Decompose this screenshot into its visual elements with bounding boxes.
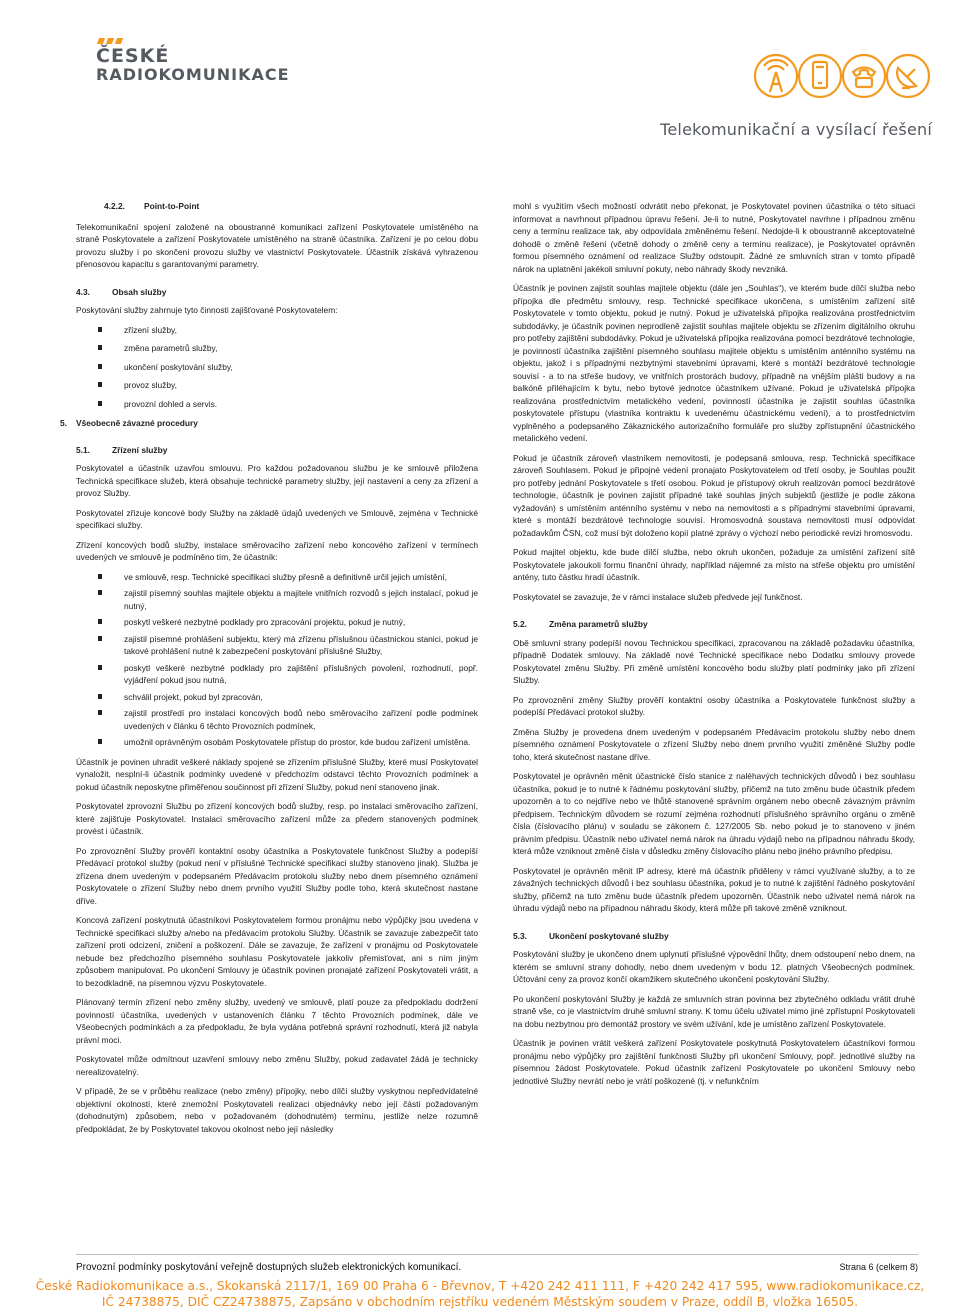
paragraph: Poskytovatel je oprávněn měnit účastnické číslo stanice z naléhavých technických důvodů i bez souhlasu účastníka, pokud je to nutné k řádnému poskytování služby, přičemž na tuto změnu bude účastník předem upozorněn a to co nejdříve nebo ve lhůtě stanovené správním orgánem nebo obecně závazným právním předpisem. Technickým důvodem se rozumí zejména rozhodnutí příslušného správního orgánu o změně čísla (číslovacího plánu) v souladu se zákonem č. 127/2005 Sb. nebo pokud je to stanoveno v jiném právním předpisu. Účastník nebo uživatel nemá nárok na úhradu výdajů nebo na případnou náhradu škody, která může vzniknout změně čísla v důsledku změny číslovacího plánu nebo jiného právního předpisu. [513,771,915,856]
list-item: provozní dohled a servis. [76,398,478,411]
mobile-phone-icon [799,55,841,97]
list-item: ukončení poskytování služby, [76,361,478,374]
paragraph: Pokud je účastník zároveň vlastníkem nemovitosti, je podepsaná smlouva, resp. Technická specifikace zároveň Souhlasem. Pokud je připojné vedení pronajato Poskytovatelem od třetí osoby, je Souhlas použit pro potřeby jednání Poskytovatele s třetí osobou. Pokud je přístupový okruh realizován pomocí bezdrátové technologie, účastník je povinen zajistit případné také souhlas jiných subjektů (jestliže je podle zákona vyžadován) s umístěním anténního systému v nebo na nemovitosti a s případnými stavebními úpravami, které s montáží bezdrátové technologie souvisí. Hromosvodná soustava nemovitosti musí odpovídat požadavkům ČSN, což musí být doloženo kopií platné zprávy o výchozí nebo periodické revizi hromosvodu. [513,452,915,538]
company-registration-line: IČ 24738875, DIČ CZ24738875, Zapsáno v obchodním rejstříku vedeném Městským soudem v Praze, oddíl B, vložka 16505. [101,1295,859,1309]
company-logo [96,38,290,84]
footer-divider [76,1254,918,1255]
paragraph: V případě, že se v průběhu realizace (nebo změny) přípojky, nebo dílčí služby vyskytnou nepředvídatelné objektivní okolnosti, které znemožní Poskytovateli realizaci objednávky nebo její části požadovaným (dohodnutým) způsobem, nebo v požadovaném (dohodnutém) termínu, jestliže nelze rozumně předpokládat, že by Poskytovatel takovou okolnost nebo její následky [76,1086,478,1134]
paragraph: Po zprovoznění Služby prověří kontaktní osoby účastníka a Poskytovatele funkčnost Služby a podepíší Předávací protokol služby (pokud není v příslušné Technické specifikaci služby stanoveno jinak). Služba je zřízena dnem uvedeným v podepsaném Předávacím protokolu služby nebo dnem písemného oznámení Poskytovatele o zřízení Služby nebo dnem prvního využití Služby podle toho, která skutečnost nastane dříve. [76,845,478,906]
satellite-dish-icon [887,55,929,97]
right-column [513,200,915,1094]
section-title: Všeobecně závazné procedury [76,418,198,428]
document-title: Provozní podmínky poskytování veřejně dostupných služeb elektronických komunikací. [76,1262,462,1273]
header-icons [752,42,932,112]
paragraph: Změna Služby je provedena dnem uvedeným v podepsaném Předávacím protokolu služby nebo dnem písemného oznámení Poskytovatele o zřízení Služby nebo dnem prvního využití změněné Služby podle toho, která skutečnost nastane dříve. [513,726,915,762]
paragraph: mohl s využitím všech možností odvrátit nebo překonat, je Poskytovatel povinen účastníka o této situaci informovat a navrhnout případnou úpravu řešení. Je-li to nutné, Poskytovatel navrhne i případnou změnu ceny a termínu realizace tak, aby odpovídala změněnému řešení. Nedojde-li k oboustranně akceptovatelné dohodě o změně řešení (včetně dohody o změně ceny a termínu realizace), je Poskytovatel oprávněn formou písemného oznámení od realizace Služby odstoupit. Žádné ze smluvních stran v tomto případě nárok na uplatnění jakékoli smluvní pokuty, nebo náhrady škody nevzniká. [513,201,915,274]
section-heading-5-2 [513,618,915,631]
paragraph: Zřízení koncových bodů služby, instalace směrovacího zařízení nebo koncového zařízení v termínech uvedených ve smlouvě je podmíněno tím, že účastník: [76,539,478,562]
wifi-tower-icon [755,55,797,97]
list-item: poskytl veškeré nezbytné podklady pro zajištění příslušných povolení, rozhodnutí, popř. vyjádření pokud jsou nutná, [76,662,478,687]
section-number: 5.3. [513,930,527,941]
section-title: Změna parametrů služby [549,619,648,629]
section-title: Point-to-Point [144,201,200,211]
list-item: zajistil prostředí pro instalaci koncových bodů nebo směrovacího zařízení podle podmínek uvedených v článku 6 těchto Provozních podmínek, [76,707,478,732]
paragraph: Telekomunikační spojení založené na oboustranné komunikaci zařízení Poskytovatele umístěného na straně Poskytovatele a zařízení Poskytovatele umístěného na straně účastníka. Zařízení je po celou dobu provozu služby i po skončení provozu služby ve vlastnictví Poskytovatele. Účastník získává vyhrazenou přenosovou kapacitu s garantovanými parametry. [76,221,478,269]
paragraph: Koncová zařízení poskytnutá účastníkovi Poskytovatelem formou pronájmu nebo výpůjčky jsou uvedena v Technické specifikaci služby a/nebo na předávacím protokolu Služby. Účastník se zavazuje zabezpečit tato zařízení proti odcizení, zničení a poškození. Dále se zavazuje, že zařízení v pronájmu od Poskytovatele nebude bez předchozího písemného souhlasu Poskytovatele jakkoliv přemisťovat, ani s ním jiným způsobem manipulovat. Po ukončení Smlouvy je účastník povinen pronajaté zařízení Poskytovateli vrátit, a to bezodkladně, na písemnou výzvu Poskytovatele. [76,915,478,988]
section-heading-5-1 [76,444,478,457]
paragraph: Plánovaný termín zřízení nebo změny služby, uvedený ve smlouvě, platí pouze za předpokladu dodržení povinností účastníka, uvedených v ustanoveních článku 7 těchto Provozních podmínek, dále ve Všeobecných podmínkách a za předpokladu, že byla vydána potřebná správní rozhodnutí, která již nabyla právní moci. [76,997,478,1045]
paragraph: Po zprovoznění změny Služby prověří kontaktní osoby účastníka a Poskytovatele funkčnost služby a podepíší Předávací protokol služby. [513,694,915,717]
paragraph: Účastník je povinen vrátit veškerá zařízení Poskytovatele poskytnutá Poskytovatelem účastníkovi formou pronájmu nebo výpůjčky pro zajištění funkčnosti Služby při ukončení Smlouvy, popř. jednotlivé služby na písemnou žádost Poskytovatele. Pokud účastník zařízení Poskytovatele po ukončení Smlouvy nebo jednotlivé Služby nevrátí nebo je vrátí poškozené (tj. v nefunkčním [513,1038,915,1086]
list-item: umožnil oprávněným osobám Poskytovatele přístup do prostor, kde budou zařízení umístěna. [76,736,478,749]
footer [76,1262,918,1273]
service-activities-list [76,324,478,411]
paragraph: Poskytovatel zřizuje koncové body Služby na základě údajů uvedených ve Smlouvě, zejména v Technické specifikaci služby. [76,507,478,530]
section-number: 5.2. [513,619,527,629]
list-item: změna parametrů služby, [76,342,478,355]
paragraph: Poskytování služby je ukončeno dnem uplynutí příslušné výpovědní lhůty, dnem odstoupení nebo dnem, na kterém se smluvní strany dohodly, nebo dnem uvedeným v bodu 12. platných Všeobecných podmínek. Účtování ceny za provoz končí okamžikem skutečného ukončení poskytování Služby. [513,949,915,984]
section-number: 4.2.2. [104,201,125,211]
list-item: zajistil písemné prohlášení subjektu, který má zřízenu příslušnou účastnickou stanici, pokud je takové prohlášení nutné k zabezpečení poskytování příslušné Služby, [76,633,478,658]
section-heading-5-3 [513,930,915,943]
list-item: provoz služby, [76,379,478,392]
list-item: zajistil písemný souhlas majitele objektu a majitele vnitřních rozvodů s jejich instalací, pokud je nutný, [76,587,478,612]
section-heading-4-2-2 [104,200,478,213]
logo-text-line1: ČESKÉ [96,45,170,67]
paragraph: Po ukončení poskytování Služby je každá ze smluvních stran povinna bez zbytečného odkladu vrátit druhé straně vše, co je vlastnictvím druhé smluvní strany. K tomu účelu uživatel mimo jiné zpřístupní Poskytovateli na dobu nezbytnou pro demontáž prostory ve svém užívání, kde je umístěno zařízení Poskytovatele. [513,993,915,1029]
section-number: 5. [60,418,67,428]
list-item: zřízení služby, [76,324,478,337]
paragraph: Poskytovatel může odmítnout uzavření smlouvy nebo změnu Služby, pokud zadavatel žádá je technicky nerealizovatelný. [76,1054,478,1077]
logo-mark [98,38,286,44]
company-address-line: České Radiokomunikace a.s., Skokanská 2117/1, 169 00 Praha 6 - Břevnov, T +420 242 411 111, F +420 242 417 595, www.radiokomunikace.cz, [35,1279,925,1293]
paragraph: Poskytovatel a účastník uzavřou smlouvu. Pro každou požadovanou službu je ke smlouvě přiložena Technická specifikace služeb, která obsahuje technické parametry služby, její nastavení a ceny za zřízení a provoz Služby. [76,463,478,498]
conditions-list [76,571,478,749]
paragraph: Účastník je povinen zajistit souhlas majitele objektu (dále jen „Souhlas“), ve kterém bude dílčí služba nebo přípojka dle předmětu smlouvy, resp. Technické specifikace ukončena, s umístěním zařízení sítě Poskytovatele v tomto objektu, pokud je nutný. Pokud je uživatelská přípojka realizována prostřednictvím subdodávky, je účastník povinen neprodleně zajistit souhlas majitele objektu se zřízením digitálního okruhu pro potřeby zajištění subdodávky. Pokud je uživatelská přípojka realizována pomocí bezdrátové technologie, je povinností účastníka zajištění písemného souhlasu majitele objektu s umístěním anténního systému na objektu, jakož i s případnými nezbytnými stavebními úpravami, které s montáží bezdrátové technologie souvisí - a to na střeše budovy, ve vnitřních prostorách budovy, případně na vnějším plášti budovy a na balkóně přiléhajícím k bytu, nebo bytové jednotce účastníkem užívané. Pokud je uživatelská přípojka realizována prostřednictvím metalického vedení, povinností účastníka je zajistit souhlas účastníka poskytovatele přístupu (vlastníka kontraktu k uvedenému účastnickému vedení), a to prostřednictvím vyplněného a podepsaného Zákaznického autorizačního formuláře pro služby zpřístupnění účastnického metalického vedení. [513,283,915,443]
list-item: schválil projekt, pokud byl zpracován, [76,691,478,704]
phone-icon [843,55,885,97]
company-info [0,1278,960,1310]
left-column [60,200,478,1142]
paragraph: Poskytování služby zahrnuje tyto činnosti zajišťované Poskytovatelem: [76,305,338,315]
list-item: poskytl veškeré nezbytné podklady pro zpracování projektu, pokud je nutný, [76,616,478,629]
section-heading-5 [60,417,478,430]
paragraph: Pokud majitel objektu, kde bude dílčí služba, nebo okruh ukončen, požaduje za umístění zařízení sítě Poskytovatele jakoukoli formu finanční úhrady, například nájemné za místo na střeše objektu pro umístění antény, tuto částku hradí účastník. [513,547,915,582]
section-heading-4-3 [76,286,478,299]
section-number: 4.3. [76,286,90,297]
paragraph: Účastník je povinen uhradit veškeré náklady spojené se zřízením příslušné Služby, které musí Poskytovatel vynaložit, nesplní-li účastník podmínky uvedené v předchozím odstavci těchto Provozních podmínek a pokud účastník neposkytne přiměřenou součinnost při zřízení Služby, pokud není stanoveno jinak. [76,756,478,792]
section-title: Obsah služby [112,286,167,297]
page-number: Strana 6 (celkem 8) [839,1262,918,1272]
logo-text-line2: RADIOKOMUNIKACE [96,65,290,84]
paragraph: Poskytovatel se zavazuje, že v rámci instalace služeb předvede její funkčnost. [513,591,803,602]
section-title: Zřízení služby [112,444,168,455]
section-number: 5.1. [76,444,90,455]
paragraph: Poskytovatel je oprávněn měnit IP adresy, které má účastník přiděleny v rámci využívané služby, a to ze závažných technických důvodů i bez souhlasu účastníka, pokud je to nutné k zajištění řádného poskytování služby, přičemž na tuto změnu bude účastník předem upozorněn. Účastník nebo uživatel nemá nárok na úhradu výdajů nebo na případnou náhradu škody, která může při takové změně vzniknout. [513,865,915,913]
section-title: Ukončení poskytované služby [549,930,669,941]
company-tagline: Telekomunikační a vysílací řešení [660,120,932,139]
paragraph: Poskytovatel zprovozní Službu po zřízení koncových bodů služby, resp. po instalaci směrovacího zařízení, které zajišťuje Poskytovatel. Instalaci směrovacího zařízení může za předem stanovených podmínek provést i účastník. [76,801,478,836]
list-item: ve smlouvě, resp. Technické specifikaci služby přesně a definitivně určil jejich umístění, [76,571,478,584]
paragraph: Obě smluvní strany podepíší novou Technickou specifikaci, zpracovanou na základě požadavku účastníka, případně Dodatek smlouvy. Na základě nové Technické specifikace nebo Dodatku smlouvy provede Poskytovatel změnu Služby. Při změně umístění koncového bodu služby platí podmínky jako při zřízení Služby. [513,637,915,685]
